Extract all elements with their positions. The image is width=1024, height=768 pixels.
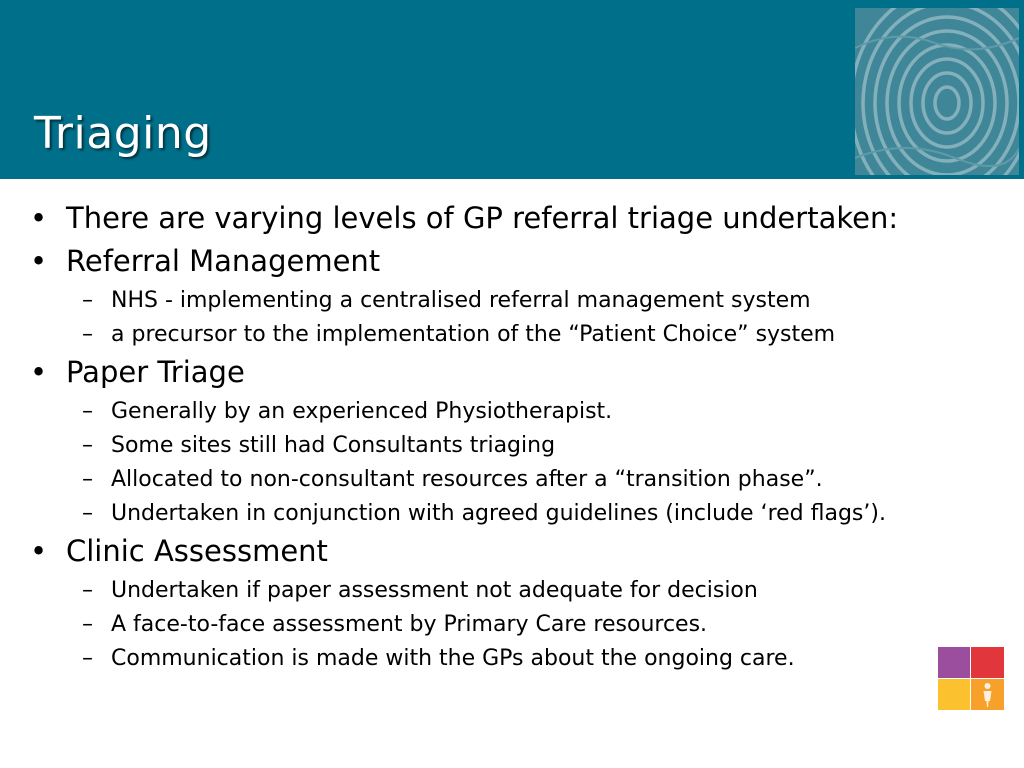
sub-bullet-text: a precursor to the implementation of the “Patient Choice” system (111, 322, 836, 347)
sub-bullet-text: Communication is made with the GPs about the ongoing care. (111, 646, 795, 671)
bullet-item (30, 200, 990, 237)
dash-marker: – (82, 612, 93, 637)
sub-bullet-item (30, 431, 990, 461)
slide-title: Triaging (34, 108, 212, 159)
sub-bullet-item (30, 644, 990, 674)
bullet-list (30, 200, 990, 678)
sub-bullet-text: NHS - implementing a centralised referral management system (111, 288, 811, 313)
sub-bullet-text: Undertaken in conjunction with agreed guidelines (include ‘red flags’). (111, 501, 886, 526)
dash-marker: – (82, 399, 93, 424)
bullet-marker: • (30, 355, 48, 389)
bullet-marker: • (30, 534, 48, 568)
bullet-marker: • (30, 201, 48, 235)
dash-marker: – (82, 501, 93, 526)
bullet-text: Clinic Assessment (66, 534, 328, 568)
sub-bullet-item (30, 499, 990, 529)
dash-marker: – (82, 433, 93, 458)
sub-bullet-text: Allocated to non-consultant resources after a “transition phase”. (111, 467, 823, 492)
sub-bullet-text: Generally by an experienced Physiotherapist. (111, 399, 613, 424)
bullet-text: There are varying levels of GP referral triage undertaken: (66, 201, 899, 235)
dash-marker: – (82, 288, 93, 313)
sub-bullet-text: A face-to-face assessment by Primary Care resources. (111, 612, 708, 637)
dash-marker: – (82, 467, 93, 492)
fingerprint-icon (855, 8, 1019, 175)
sub-bullet-item (30, 320, 990, 350)
sub-bullet-item (30, 576, 990, 606)
dash-marker: – (82, 646, 93, 671)
sub-bullet-item (30, 465, 990, 495)
bullet-item (30, 354, 990, 391)
sub-bullet-text: Undertaken if paper assessment not adequate for decision (111, 578, 758, 603)
sub-bullet-text: Some sites still had Consultants triaging (111, 433, 556, 458)
dash-marker: – (82, 322, 93, 347)
bullet-marker: • (30, 244, 48, 278)
dash-marker: – (82, 578, 93, 603)
bullet-item (30, 243, 990, 280)
bullet-item (30, 533, 990, 570)
bullet-text: Referral Management (66, 244, 381, 278)
bullet-text: Paper Triage (66, 355, 245, 389)
sub-bullet-item (30, 610, 990, 640)
sub-bullet-item (30, 397, 990, 427)
person-logo-icon (938, 647, 1004, 710)
sub-bullet-item (30, 286, 990, 316)
